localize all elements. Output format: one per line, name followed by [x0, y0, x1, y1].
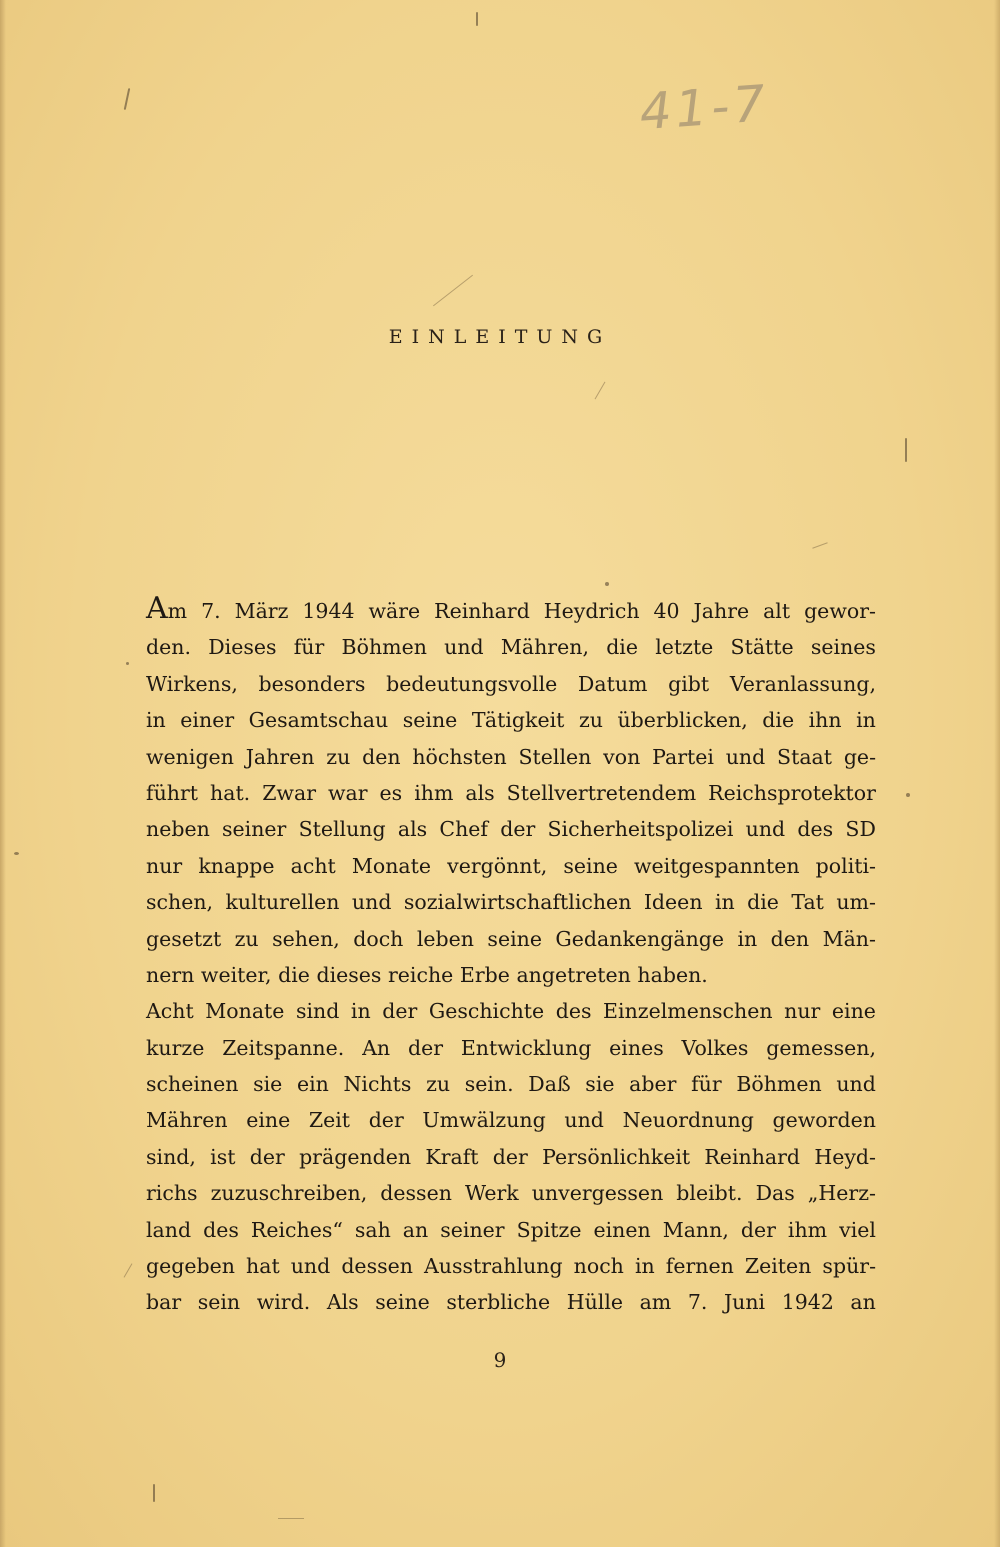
text-word: ein	[296, 1072, 329, 1097]
text-word: hat	[246, 1254, 280, 1279]
text-word: höchsten	[412, 744, 507, 769]
text-line	[146, 593, 876, 629]
text-word: ist	[210, 1144, 236, 1169]
text-word: prägenden	[299, 1144, 412, 1169]
paper-speck	[906, 793, 910, 797]
text-word: aber	[629, 1072, 677, 1097]
text-word: Zeitspanne.	[222, 1035, 345, 1060]
text-word: Juni	[723, 1290, 766, 1315]
text-word: sterbliche	[446, 1290, 551, 1315]
text-word: in	[714, 890, 735, 915]
text-word: eine	[831, 999, 876, 1024]
text-word: Reinhard	[434, 599, 530, 623]
text-word: ge-	[843, 744, 876, 769]
text-word: Veranlassung,	[729, 671, 876, 696]
text-word: letzte	[655, 635, 714, 660]
text-word: Gesamtschau	[248, 708, 389, 733]
text-word: vergönnt,	[447, 853, 548, 878]
text-word: sein.	[464, 1072, 514, 1097]
text-word: gesetzt	[146, 926, 222, 951]
text-word: Stellung	[298, 817, 386, 842]
paper-speck	[14, 852, 19, 855]
text-word: Zeiten	[744, 1254, 812, 1279]
text-word: des	[797, 817, 834, 842]
text-word: sie	[253, 1072, 283, 1097]
text-word: politi-	[815, 853, 876, 878]
text-word: sie	[585, 1072, 615, 1097]
text-line	[146, 957, 876, 993]
text-line	[146, 1030, 876, 1066]
text-word: Geschichte	[428, 999, 545, 1024]
text-word: seine	[487, 926, 542, 951]
text-word: und	[290, 1254, 331, 1279]
text-word: in	[737, 926, 758, 951]
text-line	[146, 1212, 876, 1248]
text-word: dessen	[380, 1181, 452, 1206]
text-word: 7.	[201, 599, 221, 623]
text-word: seine	[375, 1290, 430, 1315]
text-word: einer	[180, 708, 235, 733]
text-word: Reinhard	[704, 1144, 801, 1169]
text-word: Sicherheitspolizei	[547, 817, 734, 842]
text-word: 1944	[302, 599, 355, 623]
pencil-stroke	[812, 542, 827, 548]
text-word: bedeutungsvolle	[386, 671, 558, 696]
text-word: hat.	[210, 780, 251, 805]
text-line	[146, 921, 876, 957]
paper-speck	[905, 438, 907, 462]
text-word: gewor-	[804, 599, 876, 623]
text-word: der	[368, 1108, 404, 1133]
text-word: Tätigkeit	[471, 708, 565, 733]
text-word: wäre	[368, 599, 421, 623]
text-word: Gedankengänge	[555, 926, 725, 951]
page-heading: EINLEITUNG	[388, 326, 612, 348]
text-word: nur	[146, 853, 183, 878]
text-line	[146, 1139, 876, 1175]
text-word: der	[249, 1144, 285, 1169]
text-word: Partei	[652, 744, 714, 769]
text-word: Ideen	[643, 890, 703, 915]
text-word: des	[555, 999, 592, 1024]
text-line	[146, 848, 876, 884]
text-word: von	[603, 744, 641, 769]
text-word: zu	[326, 744, 351, 769]
text-word: 1942	[781, 1290, 834, 1315]
text-word: Böhmen	[341, 635, 427, 660]
text-line	[146, 629, 876, 665]
text-word: als	[397, 817, 428, 842]
text-word: seine	[402, 708, 458, 733]
text-word: Persönlichkeit	[542, 1144, 691, 1169]
text-word: seiner	[222, 817, 287, 842]
text-word: sozialwirtschaftlichen	[403, 890, 632, 915]
text-word: weitgespannten	[634, 853, 800, 878]
text-word: der	[492, 1144, 528, 1169]
text-word: einen	[593, 1217, 651, 1242]
text-word: März	[234, 599, 289, 623]
text-word: Mähren,	[500, 635, 589, 660]
text-word: Mähren	[146, 1108, 228, 1133]
text-line	[146, 1102, 876, 1138]
text-word: nur	[784, 999, 821, 1024]
text-word: Das	[755, 1181, 795, 1206]
text-word: 7.	[687, 1290, 708, 1315]
text-word: zu	[578, 708, 603, 733]
text-word: in	[146, 708, 166, 733]
text-word: Umwälzung	[422, 1108, 546, 1133]
text-word: gemessen,	[766, 1035, 876, 1060]
text-line	[146, 993, 876, 1029]
text-word: unvergessen	[531, 1181, 664, 1206]
text-word: Werk	[464, 1181, 519, 1206]
text-word: Chef	[439, 817, 488, 842]
text-word: wenigen	[146, 744, 234, 769]
text-word: eines	[609, 1035, 664, 1060]
text-word: Monate	[205, 999, 285, 1024]
text-word: Mann,	[662, 1217, 729, 1242]
text-word: land	[146, 1217, 192, 1242]
text-word: Volkes	[681, 1035, 749, 1060]
text-word: leben	[416, 926, 474, 951]
text-word: zuzuschreiben,	[210, 1181, 368, 1206]
text-word: Jahre	[693, 599, 750, 623]
text-word: die	[606, 635, 638, 660]
text-word: Staat	[777, 744, 833, 769]
text-word: die	[278, 962, 310, 987]
text-word: kurze	[146, 1035, 205, 1060]
text-word: dieses	[316, 962, 382, 987]
text-word: an	[850, 1290, 876, 1315]
text-word: neben	[146, 817, 210, 842]
paper-speck	[124, 88, 131, 110]
text-line	[146, 1248, 876, 1284]
pencil-stroke	[124, 1263, 133, 1277]
text-word: fernen	[665, 1254, 734, 1279]
text-line	[146, 739, 876, 775]
text-word: weiter,	[200, 962, 272, 987]
pencil-annotation: 41-7	[637, 74, 771, 142]
text-line	[146, 702, 876, 738]
text-word: gibt	[668, 671, 710, 696]
text-word: und	[836, 1072, 876, 1097]
text-line	[146, 1175, 876, 1211]
text-word: nern	[146, 962, 195, 987]
text-word: und	[745, 817, 786, 842]
text-word: für	[293, 635, 325, 660]
text-word: reiche	[388, 962, 454, 987]
text-word: alt	[763, 599, 791, 623]
text-word: als	[465, 780, 495, 805]
text-word: in	[350, 999, 371, 1024]
paper-speck	[153, 1484, 155, 1502]
text-word: um-	[836, 890, 876, 915]
text-word: und	[351, 890, 392, 915]
text-word: kulturellen	[225, 890, 340, 915]
text-word: zu	[426, 1072, 451, 1097]
text-word: die	[762, 708, 795, 733]
text-word: Heydrich	[543, 599, 640, 623]
text-word: knappe	[198, 853, 275, 878]
text-word: Einzelmenschen	[603, 999, 773, 1024]
text-line	[146, 666, 876, 702]
text-word: am	[639, 1290, 672, 1315]
text-word: zu	[234, 926, 259, 951]
text-word: eine	[246, 1108, 291, 1133]
text-word: bar	[146, 1290, 182, 1315]
text-word: sind	[295, 999, 340, 1024]
text-word: noch	[573, 1254, 624, 1279]
text-word: gegeben	[146, 1254, 235, 1279]
text-word: sah	[354, 1217, 391, 1242]
text-word: sehen,	[272, 926, 340, 951]
text-word: es	[379, 780, 403, 805]
text-word: Hülle	[566, 1290, 624, 1315]
paper-speck	[605, 582, 609, 586]
text-line	[146, 775, 876, 811]
text-word: Män-	[822, 926, 876, 951]
text-word: und	[444, 635, 484, 660]
text-line	[146, 1066, 876, 1102]
text-word: die	[747, 890, 779, 915]
text-word: besonders	[258, 671, 366, 696]
text-word: Kraft	[425, 1144, 479, 1169]
text-word: der	[407, 1035, 444, 1060]
text-word: seines	[810, 635, 876, 660]
text-word: seine	[563, 853, 618, 878]
text-word: seiner	[440, 1217, 505, 1242]
pencil-stroke	[278, 1518, 304, 1519]
text-word: Tat	[791, 890, 824, 915]
text-word: Stellvertretendem	[506, 780, 697, 805]
text-word: Daß	[528, 1072, 571, 1097]
text-word: wird.	[256, 1290, 311, 1315]
text-word: Am	[146, 591, 188, 626]
text-word: Heyd-	[814, 1144, 876, 1169]
text-word: des	[203, 1217, 239, 1242]
text-word: überblicken,	[617, 708, 748, 733]
text-word: dessen	[341, 1254, 413, 1279]
text-word: Stellen	[518, 744, 592, 769]
text-word: der	[382, 999, 418, 1024]
text-word: in	[856, 708, 876, 733]
text-word: Neuordnung	[622, 1108, 754, 1133]
text-word: ihn	[808, 708, 842, 733]
text-word: Acht	[146, 999, 194, 1024]
text-word: Zwar	[262, 780, 316, 805]
text-word: viel	[839, 1217, 876, 1242]
text-word: und	[725, 744, 766, 769]
text-word: Ausstrahlung	[424, 1254, 563, 1279]
text-line	[146, 884, 876, 920]
text-word: Reichsprotektor	[708, 780, 876, 805]
text-word: an	[402, 1217, 429, 1242]
text-word: geworden	[772, 1108, 876, 1133]
paper-speck	[126, 662, 129, 665]
text-word: scheinen	[146, 1072, 239, 1097]
text-word: Erbe	[459, 962, 510, 987]
text-word: sein	[197, 1290, 241, 1315]
text-word: und	[564, 1108, 604, 1133]
text-word: acht	[290, 853, 336, 878]
text-word: Böhmen	[736, 1072, 822, 1097]
text-word: Als	[326, 1290, 359, 1315]
text-word: Entwicklung	[460, 1035, 592, 1060]
text-word: Zeit	[308, 1108, 351, 1133]
text-word: Spitze	[516, 1217, 582, 1242]
body-text	[146, 593, 876, 1333]
text-word: Nichts	[343, 1072, 412, 1097]
pencil-stroke	[433, 275, 473, 307]
text-word: haben.	[637, 962, 708, 987]
text-word: war	[327, 780, 368, 805]
paper-speck	[476, 12, 478, 26]
text-word: „Herz-	[807, 1181, 876, 1206]
text-line	[146, 1284, 876, 1320]
pencil-stroke	[595, 382, 606, 400]
text-word: den.	[146, 635, 191, 660]
text-word: Jahren	[245, 744, 315, 769]
text-word: Stätte	[730, 635, 794, 660]
text-word: angetreten	[516, 962, 631, 987]
text-word: 40	[653, 599, 680, 623]
text-word: Monate	[351, 853, 432, 878]
text-line	[146, 811, 876, 847]
text-word: ihm	[414, 780, 454, 805]
text-word: spür-	[822, 1254, 876, 1279]
text-word: für	[691, 1072, 722, 1097]
text-word: Datum	[577, 671, 648, 696]
text-word: Dieses	[208, 635, 277, 660]
text-word: den	[362, 744, 401, 769]
text-word: der	[740, 1217, 776, 1242]
text-word: den	[770, 926, 810, 951]
text-word: ihm	[787, 1217, 828, 1242]
text-word: schen,	[146, 890, 214, 915]
text-word: bleibt.	[676, 1181, 743, 1206]
text-word: doch	[353, 926, 404, 951]
page-number: 9	[493, 1348, 507, 1372]
text-word: führt	[146, 780, 199, 805]
text-word: der	[500, 817, 536, 842]
text-word: in	[634, 1254, 655, 1279]
initial-capital: A	[146, 591, 168, 626]
text-word: sind,	[146, 1144, 196, 1169]
text-word: richs	[146, 1181, 198, 1206]
text-word: Wirkens,	[146, 671, 238, 696]
text-word: SD	[845, 817, 876, 842]
text-word: An	[362, 1035, 391, 1060]
text-word: Reiches“	[250, 1217, 343, 1242]
